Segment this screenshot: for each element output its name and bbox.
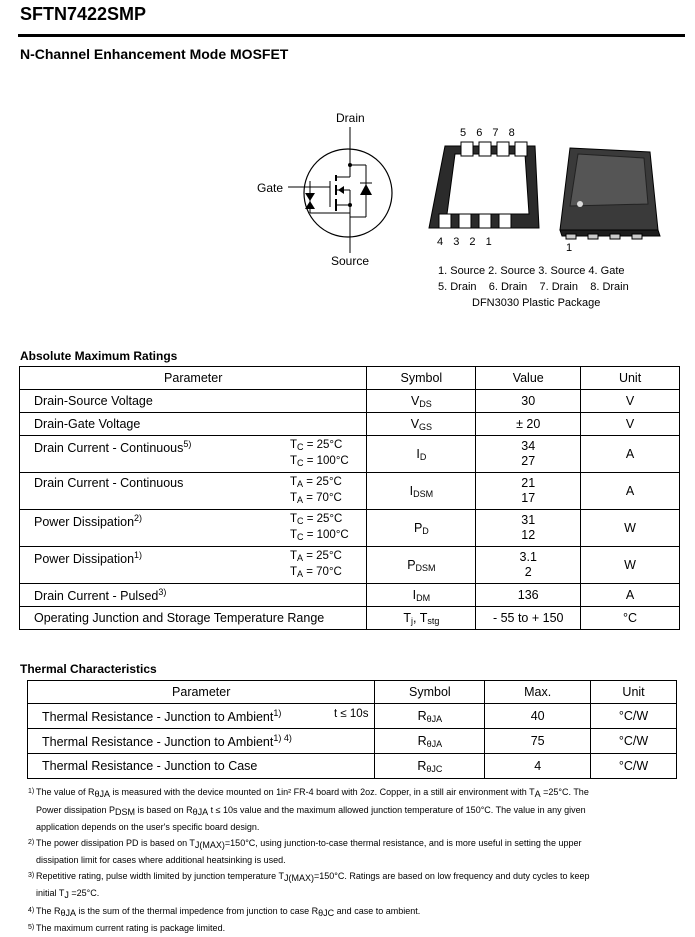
max-cell: 40 (485, 704, 591, 729)
pinout-line-2: 5. Drain 6. Drain 7. Drain 8. Drain (438, 281, 629, 293)
param-cell (28, 704, 375, 729)
abs-max-row (20, 436, 680, 473)
conditions: $T_C = 25^\circ C$ $T_C = 100^\circ C$ (290, 513, 349, 542)
header-max: Max. (485, 681, 591, 704)
header-unit: Unit (591, 681, 677, 704)
thermal-header-row (28, 681, 677, 704)
symbol-cell: $R_{\theta JA}$ (375, 729, 485, 754)
symbol-cell: $I_D$ (367, 436, 476, 473)
footnote: 5) The maximum current rating is package limited. (28, 923, 226, 933)
param-name: Operating Junction and Storage Temperature Range (34, 611, 325, 625)
footnote: 1) The value of $R_{\theta JA}$ is measured with the device mounted on 1in² FR-4 board with 2oz. Copper, in a still air environment with $T_A =25^\circ C$. The Power dissipation $P_{DSM}$ is based on $R_{\theta JA}$ t ≤ 10s value and the maximum allowed junction temperature of 150°C. The value in any given application depends on the user's specific board design. (28, 787, 589, 832)
abs-max-title: Absolute Maximum Ratings (20, 349, 178, 363)
param-cell (28, 729, 375, 754)
value-cell: 30 (476, 390, 581, 413)
param-name: Drain-Gate Voltage (34, 417, 141, 431)
abs-max-row (20, 607, 680, 630)
package-name: DFN3030 Plastic Package (472, 297, 601, 309)
value-cell: 31 12 (476, 510, 581, 547)
conditions: $T_C = 25^\circ C$ $T_C = 100^\circ C$ (290, 439, 349, 468)
condition: t ≤ 10s (334, 708, 369, 720)
symbol-cell: $I_{DSM}$ (367, 473, 476, 510)
param-name: Drain Current - Pulsed$^{3)}$ (34, 587, 167, 603)
param-name: Drain Current - Continuous (34, 476, 184, 490)
param-cell (20, 547, 367, 584)
header-symbol: Symbol (375, 681, 485, 704)
thermal-table (27, 680, 677, 779)
param-cell (20, 473, 367, 510)
unit-cell: W (581, 547, 680, 584)
header-unit: Unit (581, 367, 680, 390)
symbol-cell: $R_{\theta JC}$ (375, 754, 485, 779)
device-subtitle: N-Channel Enhancement Mode MOSFET (20, 46, 289, 62)
unit-cell: °C/W (591, 729, 677, 754)
param-name: Drain Current - Continuous$^{5)}$ (34, 439, 192, 455)
max-cell: 75 (485, 729, 591, 754)
thermal-row (28, 754, 677, 779)
abs-max-row (20, 547, 680, 584)
drain-label: Drain (336, 111, 365, 125)
value-cell: 21 17 (476, 473, 581, 510)
thermal-title: Thermal Characteristics (20, 662, 157, 676)
param-cell (20, 510, 367, 547)
thermal-row (28, 704, 677, 729)
thermal-row (28, 729, 677, 754)
top-pin-numbers: 5 6 7 8 (460, 127, 515, 139)
footnote: 2) The power dissipation PD is based on $T_{J(MAX)}=150^\circ C$, using junction-to-case thermal resistance, and is more useful in setting the upper dissipation limit for cases where additional heatsinking is used. (28, 837, 582, 865)
param-name: Thermal Resistance - Junction to Ambient$^{1) 4)}$ (42, 733, 292, 749)
source-label: Source (331, 254, 370, 268)
param-name: Power Dissipation$^{1)}$ (34, 550, 143, 566)
header-parameter: Parameter (28, 681, 375, 704)
header-value: Value (476, 367, 581, 390)
abs-max-row (20, 510, 680, 547)
value-cell: 3.1 2 (476, 547, 581, 584)
footnote: 3) Repetitive rating, pulse width limited by junction temperature $T_{J(MAX)}=150^\circ C$. Ratings are based on low frequency and duty cycles to keep initial $T_J =25^\circ C$. (28, 870, 590, 900)
bottom-pin-numbers: 4 3 2 1 (437, 236, 492, 248)
unit-cell: W (581, 510, 680, 547)
param-cell (20, 607, 367, 630)
part-number: SFTN7422SMP (20, 4, 147, 24)
abs-max-row (20, 584, 680, 607)
symbol-cell: $P_D$ (367, 510, 476, 547)
mosfet-symbol (280, 125, 410, 255)
abs-max-row (20, 390, 680, 413)
param-name: Thermal Resistance - Junction to Ambient$^{1)}$ (42, 708, 282, 724)
symbol-cell: $P_{DSM}$ (367, 547, 476, 584)
value-cell: 136 (476, 584, 581, 607)
max-cell: 4 (485, 754, 591, 779)
unit-cell: A (581, 436, 680, 473)
param-cell (20, 413, 367, 436)
param-name: Thermal Resistance - Junction to Case (42, 759, 258, 773)
value-cell: ± 20 (476, 413, 581, 436)
title-rule (18, 34, 685, 37)
value-cell: - 55 to + 150 (476, 607, 581, 630)
abs-max-row (20, 413, 680, 436)
unit-cell: °C/W (591, 754, 677, 779)
param-cell (20, 436, 367, 473)
unit-cell: °C (581, 607, 680, 630)
package-bottom-view (425, 138, 545, 238)
abs-max-header-row (20, 367, 680, 390)
symbol-cell: $R_{\theta JA}$ (375, 704, 485, 729)
symbol-cell: $V_{GS}$ (367, 413, 476, 436)
param-name: Drain-Source Voltage (34, 394, 153, 408)
header-symbol: Symbol (367, 367, 476, 390)
iso-pin1-label: 1 (566, 242, 573, 254)
symbol-cell: $V_{DS}$ (367, 390, 476, 413)
unit-cell: V (581, 390, 680, 413)
param-name: Power Dissipation$^{2)}$ (34, 513, 143, 529)
param-cell (28, 754, 375, 779)
symbol-cell: $T_j$, $T_{stg}$ (367, 607, 476, 630)
footnotes (28, 785, 674, 937)
unit-cell: V (581, 413, 680, 436)
unit-cell: A (581, 473, 680, 510)
footnote: 4) The $R_{\theta JA}$ is the sum of the thermal impedence from junction to case $R_{\theta JC}$ and case to ambient. (28, 905, 421, 918)
header-parameter: Parameter (20, 367, 367, 390)
param-cell (20, 584, 367, 607)
gate-label: Gate (257, 181, 284, 195)
unit-cell: A (581, 584, 680, 607)
param-cell (20, 390, 367, 413)
abs-max-row (20, 473, 680, 510)
conditions: $T_A = 25^\circ C$ $T_A = 70^\circ C$ (290, 476, 342, 505)
unit-cell: °C/W (591, 704, 677, 729)
package-iso-view (550, 142, 670, 242)
value-cell: 34 27 (476, 436, 581, 473)
abs-max-table (19, 366, 680, 630)
conditions: $T_A = 25^\circ C$ $T_A = 70^\circ C$ (290, 550, 342, 579)
pinout-line-1: 1. Source 2. Source 3. Source 4. Gate (438, 265, 625, 277)
symbol-cell: $I_{DM}$ (367, 584, 476, 607)
